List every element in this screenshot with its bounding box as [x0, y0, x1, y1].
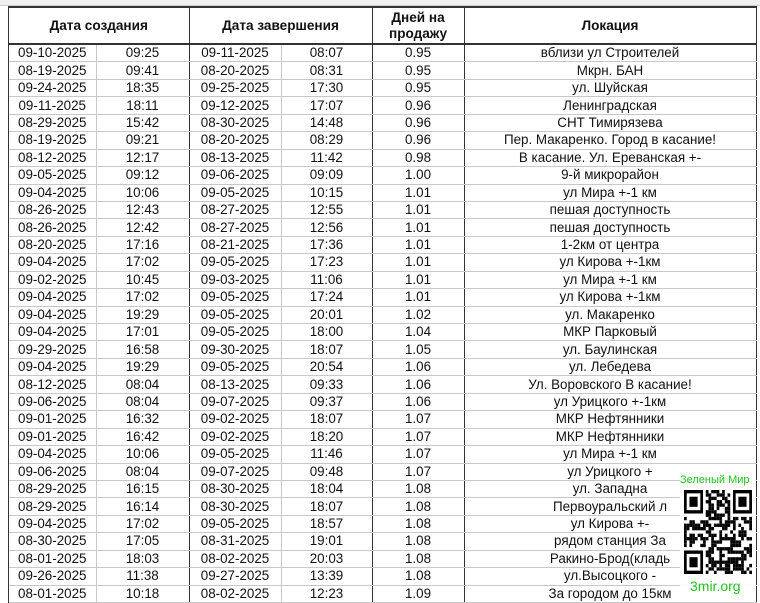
sales-table	[9, 8, 757, 603]
days-to-sell-cell[interactable]: 1.01	[372, 289, 464, 306]
days-to-sell-cell[interactable]: 0.95	[372, 62, 464, 79]
completed-time-cell[interactable]: 18:57	[281, 515, 372, 532]
days-to-sell-cell[interactable]: 1.01	[372, 236, 464, 253]
created-time-cell[interactable]: 10:18	[96, 585, 189, 602]
location-cell[interactable]: ул Мира +-1 км	[464, 446, 756, 463]
created-date-cell[interactable]: 08-30-2025	[9, 533, 96, 550]
days-to-sell-cell[interactable]: 1.07	[372, 463, 464, 480]
watermark-url: 3mir.org	[690, 578, 741, 594]
location-cell[interactable]: 9-й микрорайон	[464, 167, 756, 184]
completed-date-cell[interactable]: 09-05-2025	[189, 184, 281, 201]
location-cell[interactable]: пешая доступность	[464, 201, 756, 218]
days-to-sell-cell[interactable]: 0.95	[372, 44, 464, 62]
created-time-cell[interactable]: 17:05	[96, 533, 189, 550]
created-time-cell[interactable]: 15:42	[96, 114, 189, 131]
days-to-sell-cell[interactable]: 1.00	[372, 167, 464, 184]
location-cell[interactable]: ул. Лебедева	[464, 358, 756, 375]
table-row[interactable]	[9, 358, 756, 375]
table-row[interactable]	[9, 480, 756, 497]
completed-date-cell[interactable]: 09-05-2025	[189, 324, 281, 341]
created-time-cell[interactable]: 19:29	[96, 306, 189, 323]
days-to-sell-cell[interactable]: 1.01	[372, 219, 464, 236]
completed-date-cell[interactable]: 09-11-2025	[189, 44, 281, 62]
location-cell[interactable]: ул Урицкого +	[464, 463, 756, 480]
created-date-cell[interactable]: 09-02-2025	[9, 271, 96, 288]
completed-time-cell[interactable]: 17:23	[281, 254, 372, 271]
location-cell[interactable]: 1-2км от центра	[464, 236, 756, 253]
completed-time-cell[interactable]: 11:42	[281, 149, 372, 166]
created-time-cell[interactable]: 10:06	[96, 446, 189, 463]
table-row[interactable]	[9, 324, 756, 341]
table-row[interactable]	[9, 533, 756, 550]
created-date-cell[interactable]: 08-12-2025	[9, 376, 96, 393]
table-row[interactable]	[9, 79, 756, 96]
created-date-cell[interactable]: 09-24-2025	[9, 79, 96, 96]
completed-date-cell[interactable]: 09-03-2025	[189, 271, 281, 288]
created-date-cell[interactable]: 09-01-2025	[9, 428, 96, 445]
completed-time-cell[interactable]: 17:07	[281, 97, 372, 114]
days-to-sell-cell[interactable]: 1.01	[372, 201, 464, 218]
qr-code-icon	[684, 490, 752, 574]
table-row[interactable]	[9, 114, 756, 131]
created-date-cell[interactable]: 09-29-2025	[9, 341, 96, 358]
created-time-cell[interactable]: 19:29	[96, 358, 189, 375]
created-time-cell[interactable]: 17:02	[96, 289, 189, 306]
table-row[interactable]	[9, 149, 756, 166]
location-cell[interactable]: ул Урицкого +-1км	[464, 393, 756, 410]
completed-date-cell[interactable]: 09-06-2025	[189, 167, 281, 184]
table-row[interactable]	[9, 428, 756, 445]
header-days[interactable]	[372, 8, 464, 44]
table-row[interactable]	[9, 132, 756, 149]
created-date-cell[interactable]: 08-01-2025	[9, 550, 96, 567]
completed-date-cell[interactable]: 09-02-2025	[189, 428, 281, 445]
days-to-sell-cell[interactable]: 1.01	[372, 184, 464, 201]
completed-date-cell[interactable]: 08-31-2025	[189, 533, 281, 550]
days-to-sell-cell[interactable]: 0.98	[372, 149, 464, 166]
completed-time-cell[interactable]: 13:39	[281, 568, 372, 585]
created-time-cell[interactable]: 18:11	[96, 97, 189, 114]
location-cell[interactable]: ул. Баулинская	[464, 341, 756, 358]
completed-date-cell[interactable]: 08-02-2025	[189, 550, 281, 567]
created-date-cell[interactable]: 09-04-2025	[9, 306, 96, 323]
created-date-cell[interactable]: 08-26-2025	[9, 219, 96, 236]
created-time-cell[interactable]: 09:41	[96, 62, 189, 79]
completed-time-cell[interactable]: 08:29	[281, 132, 372, 149]
created-time-cell[interactable]: 16:42	[96, 428, 189, 445]
table-row[interactable]	[9, 62, 756, 79]
completed-time-cell[interactable]: 10:15	[281, 184, 372, 201]
table-row[interactable]	[9, 97, 756, 114]
completed-time-cell[interactable]: 14:48	[281, 114, 372, 131]
watermark	[680, 474, 756, 596]
completed-time-cell[interactable]: 12:56	[281, 219, 372, 236]
created-time-cell[interactable]: 12:17	[96, 149, 189, 166]
location-cell[interactable]: рядом станция За	[464, 533, 756, 550]
days-to-sell-cell[interactable]: 1.08	[372, 568, 464, 585]
location-cell[interactable]: ул Кирова +-1км	[464, 254, 756, 271]
created-date-cell[interactable]: 09-06-2025	[9, 393, 96, 410]
created-date-cell[interactable]: 09-04-2025	[9, 446, 96, 463]
completed-time-cell[interactable]: 08:07	[281, 44, 372, 62]
location-cell[interactable]: пешая доступность	[464, 219, 756, 236]
completed-date-cell[interactable]: 08-30-2025	[189, 480, 281, 497]
days-to-sell-cell[interactable]: 1.02	[372, 306, 464, 323]
created-time-cell[interactable]: 12:43	[96, 201, 189, 218]
location-cell[interactable]: Ракино-Брод(кладь	[464, 550, 756, 567]
completed-date-cell[interactable]: 08-21-2025	[189, 236, 281, 253]
completed-time-cell[interactable]: 18:00	[281, 324, 372, 341]
completed-date-cell[interactable]: 09-07-2025	[189, 463, 281, 480]
completed-date-cell[interactable]: 08-27-2025	[189, 201, 281, 218]
created-time-cell[interactable]: 16:58	[96, 341, 189, 358]
days-to-sell-cell[interactable]: 0.96	[372, 114, 464, 131]
created-time-cell[interactable]: 18:35	[96, 79, 189, 96]
created-date-cell[interactable]: 09-04-2025	[9, 254, 96, 271]
watermark-title: Зеленый Мир	[680, 474, 750, 486]
created-date-cell[interactable]: 09-04-2025	[9, 184, 96, 201]
completed-time-cell[interactable]: 20:03	[281, 550, 372, 567]
completed-date-cell[interactable]: 09-05-2025	[189, 254, 281, 271]
table-row[interactable]	[9, 498, 756, 515]
created-time-cell[interactable]: 08:04	[96, 376, 189, 393]
table-row[interactable]	[9, 219, 756, 236]
completed-time-cell[interactable]: 20:01	[281, 306, 372, 323]
completed-date-cell[interactable]: 09-12-2025	[189, 97, 281, 114]
days-to-sell-cell[interactable]: 1.08	[372, 498, 464, 515]
location-cell[interactable]: Мкрн. БАН	[464, 62, 756, 79]
table-row[interactable]	[9, 271, 756, 288]
completed-date-cell[interactable]: 09-05-2025	[189, 446, 281, 463]
completed-time-cell[interactable]: 11:06	[281, 271, 372, 288]
created-date-cell[interactable]: 08-19-2025	[9, 132, 96, 149]
completed-time-cell[interactable]: 12:23	[281, 585, 372, 602]
location-cell[interactable]: В касание. Ул. Ереванская +-	[464, 149, 756, 166]
days-to-sell-cell[interactable]: 1.08	[372, 480, 464, 497]
table-row[interactable]	[9, 515, 756, 532]
days-to-sell-cell[interactable]: 1.08	[372, 550, 464, 567]
created-time-cell[interactable]: 10:45	[96, 271, 189, 288]
created-time-cell[interactable]: 12:42	[96, 219, 189, 236]
location-cell[interactable]: ул.Высоцкого -	[464, 568, 756, 585]
created-date-cell[interactable]: 09-05-2025	[9, 167, 96, 184]
created-date-cell[interactable]: 09-04-2025	[9, 515, 96, 532]
table-row[interactable]	[9, 254, 756, 271]
created-time-cell[interactable]: 17:01	[96, 324, 189, 341]
created-time-cell[interactable]: 08:04	[96, 463, 189, 480]
days-to-sell-cell[interactable]: 1.06	[372, 358, 464, 375]
location-cell[interactable]: ул Кирова +-1км	[464, 289, 756, 306]
completed-time-cell[interactable]: 17:24	[281, 289, 372, 306]
location-cell[interactable]: Первоуральский л	[464, 498, 756, 515]
created-time-cell[interactable]: 10:06	[96, 184, 189, 201]
completed-date-cell[interactable]: 09-02-2025	[189, 411, 281, 428]
header-location[interactable]: Локация	[464, 8, 756, 44]
completed-date-cell[interactable]: 08-13-2025	[189, 149, 281, 166]
days-to-sell-cell[interactable]: 1.05	[372, 341, 464, 358]
completed-date-cell[interactable]: 08-27-2025	[189, 219, 281, 236]
completed-time-cell[interactable]: 09:09	[281, 167, 372, 184]
created-time-cell[interactable]: 08:04	[96, 393, 189, 410]
completed-time-cell[interactable]: 17:30	[281, 79, 372, 96]
location-cell[interactable]: ул Мира +-1 км	[464, 271, 756, 288]
completed-time-cell[interactable]: 08:31	[281, 62, 372, 79]
table-row[interactable]	[9, 184, 756, 201]
completed-time-cell[interactable]: 18:07	[281, 341, 372, 358]
days-to-sell-cell[interactable]: 1.07	[372, 428, 464, 445]
completed-date-cell[interactable]: 09-25-2025	[189, 79, 281, 96]
header-created[interactable]: Дата создания	[9, 8, 189, 44]
header-completed[interactable]: Дата завершения	[189, 8, 372, 44]
table-row[interactable]	[9, 550, 756, 567]
days-to-sell-cell[interactable]: 0.95	[372, 79, 464, 96]
completed-date-cell[interactable]: 08-20-2025	[189, 132, 281, 149]
location-cell[interactable]: Ленинградская	[464, 97, 756, 114]
table-row[interactable]	[9, 463, 756, 480]
completed-date-cell[interactable]: 09-05-2025	[189, 289, 281, 306]
location-cell[interactable]: МКР Парковый	[464, 324, 756, 341]
created-date-cell[interactable]: 09-26-2025	[9, 568, 96, 585]
created-date-cell[interactable]: 08-29-2025	[9, 114, 96, 131]
created-date-cell[interactable]: 09-04-2025	[9, 358, 96, 375]
days-to-sell-cell[interactable]: 1.07	[372, 446, 464, 463]
created-time-cell[interactable]: 18:03	[96, 550, 189, 567]
created-time-cell[interactable]: 11:38	[96, 568, 189, 585]
days-to-sell-cell[interactable]: 0.96	[372, 132, 464, 149]
location-cell[interactable]: СНТ Тимирязева	[464, 114, 756, 131]
days-to-sell-cell[interactable]: 1.07	[372, 411, 464, 428]
created-date-cell[interactable]: 09-11-2025	[9, 97, 96, 114]
completed-time-cell[interactable]: 20:54	[281, 358, 372, 375]
days-to-sell-cell[interactable]: 1.09	[372, 585, 464, 602]
created-date-cell[interactable]: 08-12-2025	[9, 149, 96, 166]
created-date-cell[interactable]: 09-06-2025	[9, 463, 96, 480]
days-to-sell-cell[interactable]: 1.06	[372, 393, 464, 410]
created-date-cell[interactable]: 08-26-2025	[9, 201, 96, 218]
days-to-sell-cell[interactable]: 1.01	[372, 271, 464, 288]
created-time-cell[interactable]: 09:25	[96, 44, 189, 62]
created-date-cell[interactable]: 09-01-2025	[9, 411, 96, 428]
completed-date-cell[interactable]: 09-05-2025	[189, 358, 281, 375]
table-row[interactable]	[9, 167, 756, 184]
created-date-cell[interactable]: 09-04-2025	[9, 324, 96, 341]
completed-time-cell[interactable]: 18:04	[281, 480, 372, 497]
table-row[interactable]	[9, 201, 756, 218]
completed-date-cell[interactable]: 09-07-2025	[189, 393, 281, 410]
table-row[interactable]	[9, 411, 756, 428]
location-cell[interactable]: ул. Шуйская	[464, 79, 756, 96]
created-date-cell[interactable]: 08-20-2025	[9, 236, 96, 253]
days-to-sell-cell[interactable]: 1.08	[372, 515, 464, 532]
table-row[interactable]	[9, 289, 756, 306]
location-cell[interactable]: МКР Нефтянники	[464, 411, 756, 428]
days-to-sell-cell[interactable]: 1.04	[372, 324, 464, 341]
completed-date-cell[interactable]: 08-30-2025	[189, 498, 281, 515]
created-time-cell[interactable]: 17:02	[96, 515, 189, 532]
completed-date-cell[interactable]: 08-20-2025	[189, 62, 281, 79]
completed-date-cell[interactable]: 08-13-2025	[189, 376, 281, 393]
created-time-cell[interactable]: 16:32	[96, 411, 189, 428]
completed-time-cell[interactable]: 09:37	[281, 393, 372, 410]
table-row[interactable]	[9, 306, 756, 323]
location-cell[interactable]: ул Мира +-1 км	[464, 184, 756, 201]
location-cell[interactable]: Пер. Макаренко. Город в касание!	[464, 132, 756, 149]
table-row[interactable]	[9, 446, 756, 463]
created-time-cell[interactable]: 09:21	[96, 132, 189, 149]
location-cell[interactable]: Ул. Воровского В касание!	[464, 376, 756, 393]
completed-date-cell[interactable]: 09-30-2025	[189, 341, 281, 358]
created-date-cell[interactable]: 08-01-2025	[9, 585, 96, 602]
location-cell[interactable]: вблизи ул Строителей	[464, 44, 756, 62]
table-row[interactable]	[9, 44, 756, 62]
header-row	[9, 8, 756, 44]
completed-time-cell[interactable]: 18:07	[281, 411, 372, 428]
location-cell[interactable]: МКР Нефтянники	[464, 428, 756, 445]
table-row[interactable]	[9, 585, 756, 602]
days-to-sell-cell[interactable]: 1.01	[372, 254, 464, 271]
days-to-sell-cell[interactable]: 1.08	[372, 533, 464, 550]
header-days-label: Дней на продажу	[388, 9, 448, 41]
spreadsheet	[8, 6, 757, 603]
completed-time-cell[interactable]: 09:48	[281, 463, 372, 480]
days-to-sell-cell[interactable]: 1.06	[372, 376, 464, 393]
completed-date-cell[interactable]: 08-02-2025	[189, 585, 281, 602]
location-cell[interactable]: ул Кирова +-	[464, 515, 756, 532]
completed-time-cell[interactable]: 18:07	[281, 498, 372, 515]
created-time-cell[interactable]: 16:15	[96, 480, 189, 497]
created-time-cell[interactable]: 09:12	[96, 167, 189, 184]
table-row[interactable]	[9, 236, 756, 253]
created-time-cell[interactable]: 16:14	[96, 498, 189, 515]
days-to-sell-cell[interactable]: 0.96	[372, 97, 464, 114]
completed-time-cell[interactable]: 11:46	[281, 446, 372, 463]
created-date-cell[interactable]: 08-29-2025	[9, 480, 96, 497]
created-date-cell[interactable]: 09-04-2025	[9, 289, 96, 306]
location-cell[interactable]: За городом до 15км	[464, 585, 756, 602]
location-cell[interactable]: ул. Западна	[464, 480, 756, 497]
created-date-cell[interactable]: 08-19-2025	[9, 62, 96, 79]
table-row[interactable]	[9, 341, 756, 358]
completed-time-cell[interactable]: 17:36	[281, 236, 372, 253]
table-row[interactable]	[9, 376, 756, 393]
completed-time-cell[interactable]: 18:20	[281, 428, 372, 445]
completed-time-cell[interactable]: 09:33	[281, 376, 372, 393]
created-time-cell[interactable]: 17:02	[96, 254, 189, 271]
completed-date-cell[interactable]: 09-27-2025	[189, 568, 281, 585]
completed-date-cell[interactable]: 09-05-2025	[189, 515, 281, 532]
completed-time-cell[interactable]: 12:55	[281, 201, 372, 218]
completed-time-cell[interactable]: 19:01	[281, 533, 372, 550]
completed-date-cell[interactable]: 09-05-2025	[189, 306, 281, 323]
table-row[interactable]	[9, 393, 756, 410]
location-cell[interactable]: ул. Макаренко	[464, 306, 756, 323]
completed-date-cell[interactable]: 08-30-2025	[189, 114, 281, 131]
created-time-cell[interactable]: 17:16	[96, 236, 189, 253]
created-date-cell[interactable]: 09-10-2025	[9, 44, 96, 62]
created-date-cell[interactable]: 08-29-2025	[9, 498, 96, 515]
table-row[interactable]	[9, 568, 756, 585]
